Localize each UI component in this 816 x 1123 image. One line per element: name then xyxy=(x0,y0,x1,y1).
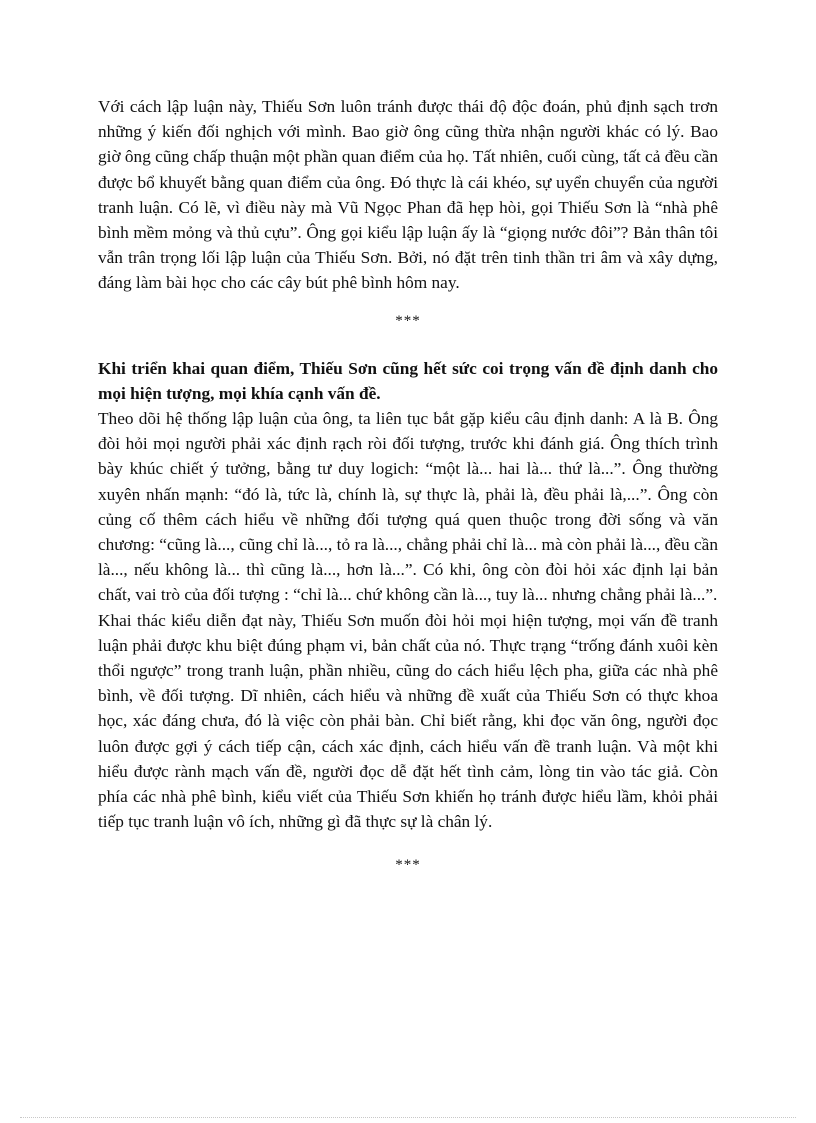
section-heading: Khi triển khai quan điểm, Thiếu Sơn cũng hết sức coi trọng vấn đề định danh cho mọi hiện tượng, mọi khía cạnh vấn đề. xyxy=(98,358,718,403)
paragraph-2: Theo dõi hệ thống lập luận của ông, ta liên tục bắt gặp kiểu câu định danh: A là B. Ông đòi hỏi mọi người phải xác định rạch ròi đối tượng, trước khi đánh giá. Ông thích trình bày khúc chiết ý tưởng, bằng tư duy logich: “một là... hai là... thứ là...”. Ông thường xuyên nhấn mạnh: “đó là, tức là, chính là, sự thực là, phải là, đều phải là,...”. Ông còn củng cố thêm cách hiểu về những đối tượng quá quen thuộc trong đời sống và văn chương: “cũng là..., cũng chỉ là..., tỏ ra là..., chẳng phải chỉ là... mà còn phải là..., đều cần là..., nếu không là... thì cũng là..., hơn là...”. Có khi, ông còn đòi hỏi xác định lại bản chất, vai trò của đối tượng : “chỉ là... chứ không cần là..., tuy là... nhưng chẳng phải là...”. xyxy=(98,409,718,605)
paragraph-3: Khai thác kiểu diễn đạt này, Thiếu Sơn muốn đòi hỏi mọi hiện tượng, mọi vấn đề tranh luận phải được khu biệt đúng phạm vi, bản chất của nó. Thực trạng “trống đánh xuôi kèn thổi ngược” trong tranh luận, phần nhiều, cũng do cách hiểu lệch pha, giữa các nhà phê bình, về đối tượng. Dĩ nhiên, cách hiểu và những đề xuất của Thiếu Sơn có thực khoa học, xác đáng chưa, đó là việc còn phải bàn. Chỉ biết rằng, khi đọc văn ông, người đọc luôn được gợi ý cách tiếp cận, cách xác định, cách hiểu vấn đề tranh luận. Và một khi hiểu được rành mạch vấn đề, người đọc dễ đặt hết tình cảm, lòng tin vào tác giả. Còn phía các nhà phê bình, kiểu viết của Thiếu Sơn khiến họ tránh được hiểu lầm, khỏi phải tiếp tục tranh luận vô ích, những gì đã thực sự là chân lý. xyxy=(98,610,718,832)
section-separator-1: *** xyxy=(395,312,421,329)
section-separator-2: *** xyxy=(395,857,421,874)
paragraph-1: Với cách lập luận này, Thiếu Sơn luôn tránh được thái độ độc đoán, phủ định sạch trơn những ý kiến đối nghịch với mình. Bao giờ ông cũng thừa nhận người khác có lý. Bao giờ ông cũng chấp thuận một phần quan điểm của họ. Tất nhiên, cuối cùng, tất cả đều cần được bổ khuyết bằng quan điểm của ông. Đó thực là cái khéo, sự uyển chuyển của người tranh luận. Có lẽ, vì điều này mà Vũ Ngọc Phan đã hẹp hòi, gọi Thiếu Sơn là “nhà phê bình mềm mỏng và thủ cựu”. Ông gọi kiểu lập luận ấy là “giọng nước đôi”? Bản thân tôi vẫn trân trọng lối lập luận của Thiếu Sơn. Bởi, nó đặt trên tinh thần tri âm và xây dựng, đáng làm bài học cho các cây bút phê bình hôm nay. xyxy=(98,97,718,293)
page-bottom-rule xyxy=(20,1117,796,1118)
document-page xyxy=(98,0,718,874)
